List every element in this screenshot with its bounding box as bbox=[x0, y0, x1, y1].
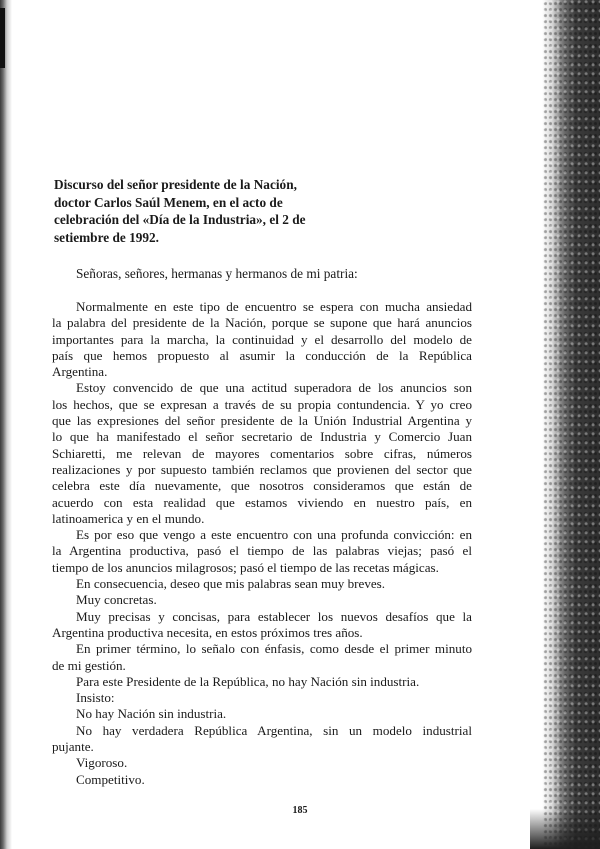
paragraph-line: lo que ha manifestado el señor secretario de Industria y Comercio Juan bbox=[52, 429, 472, 445]
paragraph bbox=[52, 527, 472, 576]
paragraph bbox=[52, 674, 472, 690]
paragraph bbox=[52, 576, 472, 592]
paragraph-line: Muy concretas. bbox=[76, 592, 157, 608]
scan-left-mark bbox=[0, 8, 5, 68]
paragraph bbox=[52, 772, 472, 788]
paragraph-line: En primer término, lo señalo con énfasis, como desde el primer minuto bbox=[76, 641, 472, 657]
paragraph bbox=[52, 299, 472, 380]
paragraph-line: Vigoroso. bbox=[76, 755, 128, 771]
paragraph bbox=[52, 592, 472, 608]
title-line: setiembre de 1992. bbox=[54, 229, 159, 245]
paragraph-line: pujante. bbox=[52, 739, 94, 755]
paragraph-line: No hay verdadera República Argentina, sin un modelo industrial bbox=[76, 722, 472, 738]
scan-left-edge bbox=[0, 0, 12, 849]
document-page bbox=[52, 176, 472, 788]
title-line: Discurso del señor presidente de la Nación, bbox=[54, 177, 297, 192]
paragraph-line: acuerdo con esta realidad que estamos viviendo en nuestro país, en bbox=[52, 494, 472, 510]
paragraph-line: los hechos, que se expresan a través de su propia contundencia. Y yo creo bbox=[52, 396, 472, 412]
paragraph bbox=[52, 723, 472, 756]
title-line: celebración del «Día de la Industria», el 2 de bbox=[54, 212, 306, 227]
speech-title bbox=[54, 176, 354, 246]
paragraph bbox=[52, 641, 472, 674]
paragraph-line: la Argentina productiva, pasó el tiempo de las palabras viejas; pasó el bbox=[52, 543, 472, 559]
paragraph bbox=[52, 755, 472, 771]
paragraph-line: la palabra del presidente de la Nación, porque se supone que hará anuncios bbox=[52, 315, 472, 331]
paragraph-line: Es por eso que vengo a este encuentro con una profunda convicción: en bbox=[76, 527, 472, 543]
paragraph-line: En consecuencia, deseo que mis palabras sean muy breves. bbox=[76, 576, 386, 592]
paragraph-line: de mi gestión. bbox=[52, 657, 126, 673]
paragraph-line: celebra este día nuevamente, que nosotros consideramos que están de bbox=[52, 478, 472, 494]
paragraph bbox=[52, 380, 472, 527]
paragraph-line: Schiaretti, me relevan de mayores comentarios sobre cifras, números bbox=[52, 445, 472, 461]
title-line: doctor Carlos Saúl Menem, en el acto de bbox=[54, 194, 283, 210]
paragraph-line: No hay Nación sin industria. bbox=[76, 706, 227, 722]
paragraph-line: realizaciones y por supuesto también reclamos que provienen del sector que bbox=[52, 461, 472, 477]
salutation: Señoras, señores, hermanas y hermanos de mi patria: bbox=[76, 266, 358, 281]
speech-body bbox=[52, 299, 472, 788]
scan-right-edge bbox=[542, 0, 600, 849]
paragraph-line: que las expresiones del señor presidente de la Unión Industrial Argentina y bbox=[52, 413, 472, 429]
paragraph-line: Muy precisas y concisas, para establecer los nuevos desafíos que la bbox=[76, 608, 472, 624]
paragraph-line: Argentina. bbox=[52, 364, 108, 380]
paragraph bbox=[52, 706, 472, 722]
paragraph bbox=[52, 609, 472, 642]
paragraph-line: Competitivo. bbox=[76, 771, 145, 787]
paragraph-line: Para este Presidente de la República, no hay Nación sin industria. bbox=[76, 673, 420, 689]
paragraph-line: Estoy convencido de que una actitud superadora de los anuncios son bbox=[76, 380, 472, 396]
page-number: 185 bbox=[292, 805, 308, 816]
paragraph bbox=[52, 690, 472, 706]
paragraph-line: Argentina productiva necesita, en estos próximos tres años. bbox=[52, 624, 363, 640]
paragraph-line: importantes para la marcha, la continuidad y el desarrollo del modelo de bbox=[52, 331, 472, 347]
paragraph-line: Insisto: bbox=[76, 690, 115, 706]
paragraph-line: tiempo de los anuncios milagrosos; pasó el tiempo de las recetas mágicas. bbox=[52, 559, 439, 575]
paragraph-line: latinoamerica y en el mundo. bbox=[52, 510, 205, 526]
paragraph-line: Normalmente en este tipo de encuentro se espera con mucha ansiedad bbox=[76, 299, 472, 314]
paragraph-line: país que hemos propuesto al asumir la conducción de la República bbox=[52, 347, 472, 363]
